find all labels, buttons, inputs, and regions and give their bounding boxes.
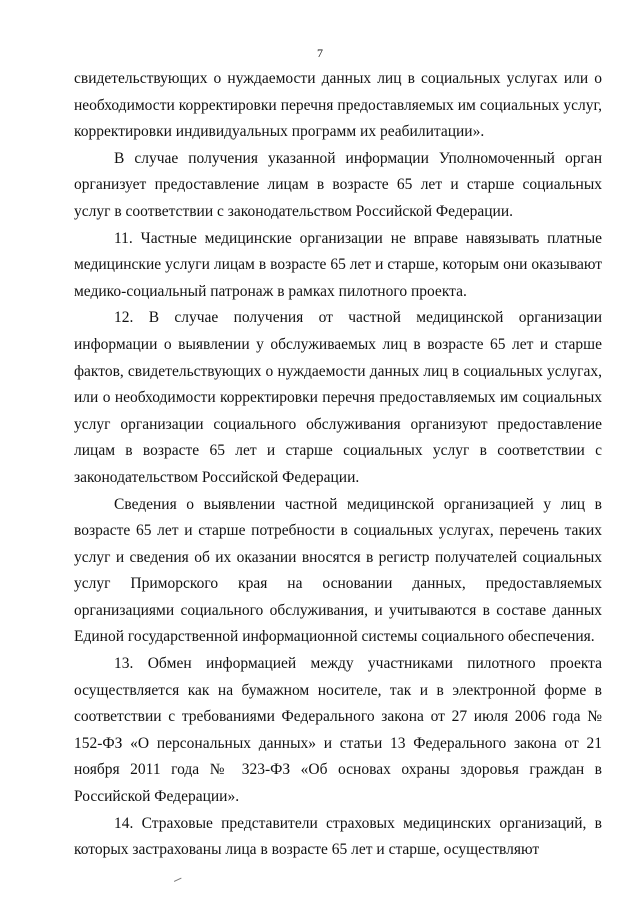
paragraph-register: Сведения о выявлении частной медицинской организацией у лиц в возрасте 65 лет и старше потребности в социальных услугах, перечень таких услуг и сведения об их оказании вносятся в регистр получателей социальных услуг Приморского края на основании данных, предоставляемых организациями социального обслуживания, и учитываются в составе данных Единой государственной информационной системы социального обеспечения. (74, 495, 602, 646)
paragraph-14: 14. Страховые представители страховых медицинских организаций, в которых застрахованы лица в возрасте 65 лет и старше, осуществляют (74, 814, 602, 859)
paragraph-13: 13. Обмен информацией между участниками пилотного проекта осуществляется как на бумажном носителе, так и в электронной форме в соответствии с требованиями Федерального закона от 27 июля 2006 года № 152-ФЗ «О персональных данных» и статьи 13 Федерального закона от 21 ноября 2011 года № 323-ФЗ «Об основах охраны здоровья граждан в Российской Федерации». (74, 655, 602, 806)
paragraph-authorized-body: В случае получения указанной информации Уполномоченный орган организует предоставление лицам в возрасте 65 лет и старше социальных услуг в соответствии с законодательством Российской Федерации. (74, 149, 602, 220)
paragraph-12: 12. В случае получения от частной медицинской организации информации о выявлении у обслуживаемых лиц в возрасте 65 лет и старше фактов, свидетельствующих о нуждаемости данных лиц в социальных услугах, или о необходимости корректировки перечня предоставляемых им социальных услуг организации социального обслуживания организуют предоставление лицам в возрасте 65 лет и старше социальных услуг в соответствии с законодательством Российской Федерации. (74, 309, 602, 486)
paragraph-continuation: свидетельствующих о нуждаемости данных лиц в социальных услугах или о необходимости корректировки перечня предоставляемых им социальных услуг, корректировки индивидуальных программ их реабилитации». (74, 70, 602, 141)
document-body (74, 66, 602, 864)
paragraph-11: 11. Частные медицинские организации не вправе навязывать платные медицинские услуги лицам в возрасте 65 лет и старше, которым они оказывают медико-социальный патронаж в рамках пилотного проекта. (74, 229, 602, 300)
page-number: 7 (317, 46, 323, 60)
scan-mark (174, 878, 184, 888)
